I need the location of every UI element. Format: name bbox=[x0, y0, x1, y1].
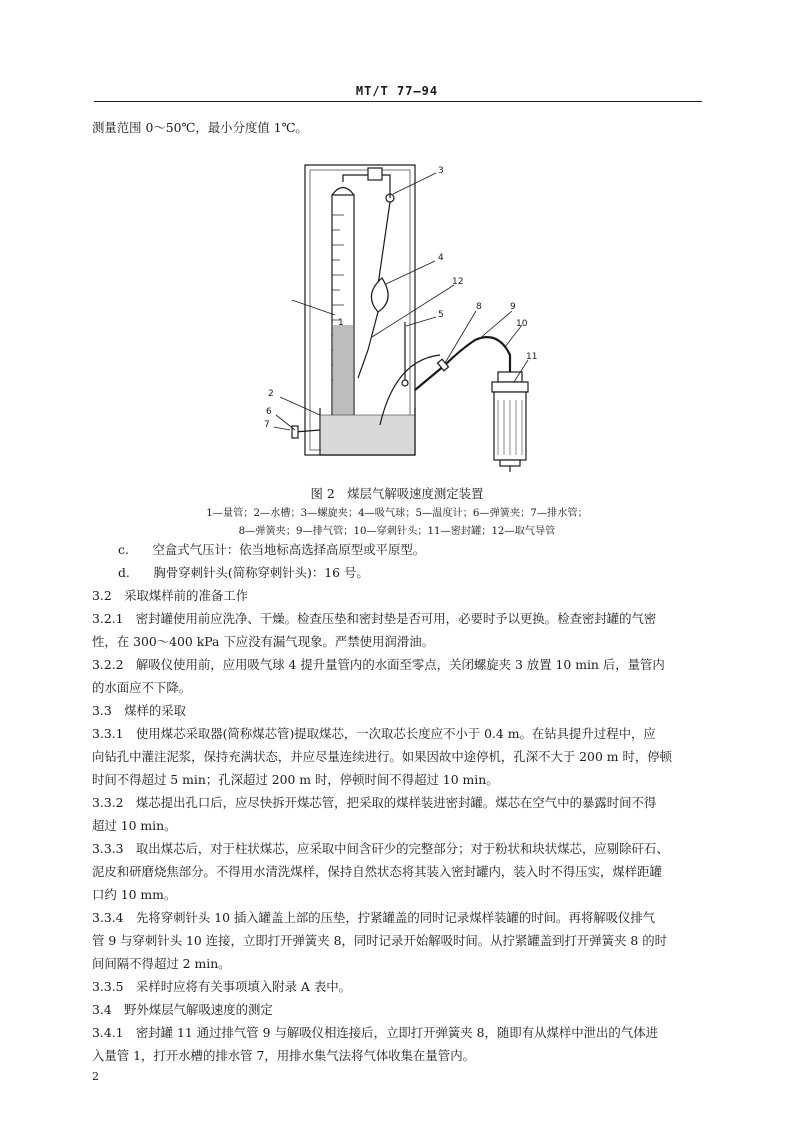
spring-clamp-6 bbox=[292, 426, 298, 438]
label-8: 8 bbox=[476, 302, 482, 312]
body-line: 3.3.2 煤芯提出孔口后，应尽快拆开煤芯管，把采取的煤样装进密封罐。煤芯在空气中的暴露时间不得 bbox=[92, 795, 657, 810]
body-line: 3.3.5 采样时应将有关事项填入附录 A 表中。 bbox=[92, 979, 351, 994]
label-3: 3 bbox=[438, 166, 444, 176]
body-line: 管 9 与穿刺针头 10 连接，立即打开弹簧夹 8，同时记录开始解吸时间。从拧紧罐盖到打开弹簧夹 8 的时 bbox=[92, 933, 668, 948]
body-line: 口约 10 mm。 bbox=[92, 887, 177, 902]
body-line: 超过 10 min。 bbox=[92, 818, 177, 833]
heading-3-2: 3.2 采取煤样前的准备工作 bbox=[92, 588, 249, 603]
label-10: 10 bbox=[516, 319, 528, 329]
body-line: 3.3.3 取出煤芯后，对于柱状煤芯，应采取中间含矸少的完整部分；对于粉状和块状煤芯，应剔除矸石、 bbox=[92, 841, 669, 856]
label-7: 7 bbox=[264, 420, 270, 430]
body-line: 3.2.2 解吸仪使用前，应用吸气球 4 提升量管内的水面至零点，关闭螺旋夹 3 放置 10 min 后，量管内 bbox=[92, 657, 665, 672]
label-6: 6 bbox=[266, 407, 272, 417]
body-line: 向钻孔中灌注泥浆，保持充满状态，并应尽量连续进行。如果因故中途停机，孔深不大于 200 m 时，停顿 bbox=[92, 749, 673, 764]
list-item-d bbox=[118, 561, 369, 584]
figure-caption: 图 2 煤层气解吸速度测定装置 bbox=[310, 486, 484, 501]
page-header: MT/T 77—94 bbox=[355, 84, 439, 98]
body-line: 3.4.1 密封罐 11 通过排气管 9 与解吸仪相连接后，立即打开弹簧夹 8，随即有从煤样中泄出的气体进 bbox=[92, 1025, 658, 1040]
label-5: 5 bbox=[438, 310, 444, 320]
list-item-c bbox=[118, 538, 425, 561]
apparatus-diagram bbox=[240, 150, 580, 475]
label-2: 2 bbox=[268, 389, 274, 399]
list-text: 胸骨穿刺针头(简称穿刺针头)：16 号。 bbox=[153, 565, 369, 580]
body-line: 间间隔不得超过 2 min。 bbox=[92, 956, 231, 971]
suction-bulb bbox=[371, 278, 388, 312]
heading-3-3: 3.3 煤样的采取 bbox=[92, 703, 187, 718]
list-text: 空盒式气压计：依当地标高选择高原型或平原型。 bbox=[152, 542, 426, 557]
body-line: 性，在 300～400 kPa 下应没有漏气现象。严禁使用润滑油。 bbox=[92, 634, 434, 649]
header-rule bbox=[94, 101, 702, 102]
label-1: 1 bbox=[338, 318, 344, 328]
figure-legend-line-1: 1—量管；2—水槽；3—螺旋夹；4—吸气球；5—温度计；6—弹簧夹；7—排水管； bbox=[206, 508, 588, 519]
label-11: 11 bbox=[526, 352, 538, 362]
body-line: 的水面应不下降。 bbox=[92, 680, 192, 695]
body-line: 入量管 1，打开水槽的排水管 7，用排水集气法将气体收集在量管内。 bbox=[92, 1048, 475, 1063]
body-line: 3.3.4 先将穿刺针头 10 插入罐盖上部的压垫，拧紧罐盖的同时记录煤样装罐的时间。再将解吸仪排气 bbox=[92, 910, 656, 925]
body-line: 3.2.1 密封罐使用前应洗净、干燥。检查压垫和密封垫是否可用，必要时予以更换。检查密封罐的气密 bbox=[92, 611, 657, 626]
screw-clamp bbox=[368, 168, 382, 180]
figure-legend-line-2: 8—弹簧夹；9—排气管；10—穿刺针头；11—密封罐；12—取气导管 bbox=[238, 526, 556, 537]
list-marker: d. bbox=[118, 565, 130, 580]
label-9: 9 bbox=[510, 302, 516, 312]
list-marker: c. bbox=[118, 542, 129, 557]
body-line: 3.3.1 使用煤芯采取器(简称煤芯管)提取煤芯，一次取芯长度应不小于 0.4 m。在钻具提升过程中，应 bbox=[92, 726, 656, 741]
heading-3-4: 3.4 野外煤层气解吸速度的测定 bbox=[92, 1002, 273, 1017]
intro-line: 测量范围 0～50℃，最小分度值 1℃。 bbox=[92, 120, 308, 135]
body-line: 泥皮和研磨烧焦部分。不得用水清洗煤样，保持自然状态将其装入密封罐内，装入时不得压实，煤样距罐 bbox=[92, 864, 662, 879]
body-line: 时间不得超过 5 min；孔深超过 200 m 时，停顿时间不得超过 10 min。 bbox=[92, 772, 499, 787]
page-number: 2 bbox=[92, 1070, 99, 1083]
label-12: 12 bbox=[452, 277, 464, 287]
label-4: 4 bbox=[438, 253, 444, 263]
